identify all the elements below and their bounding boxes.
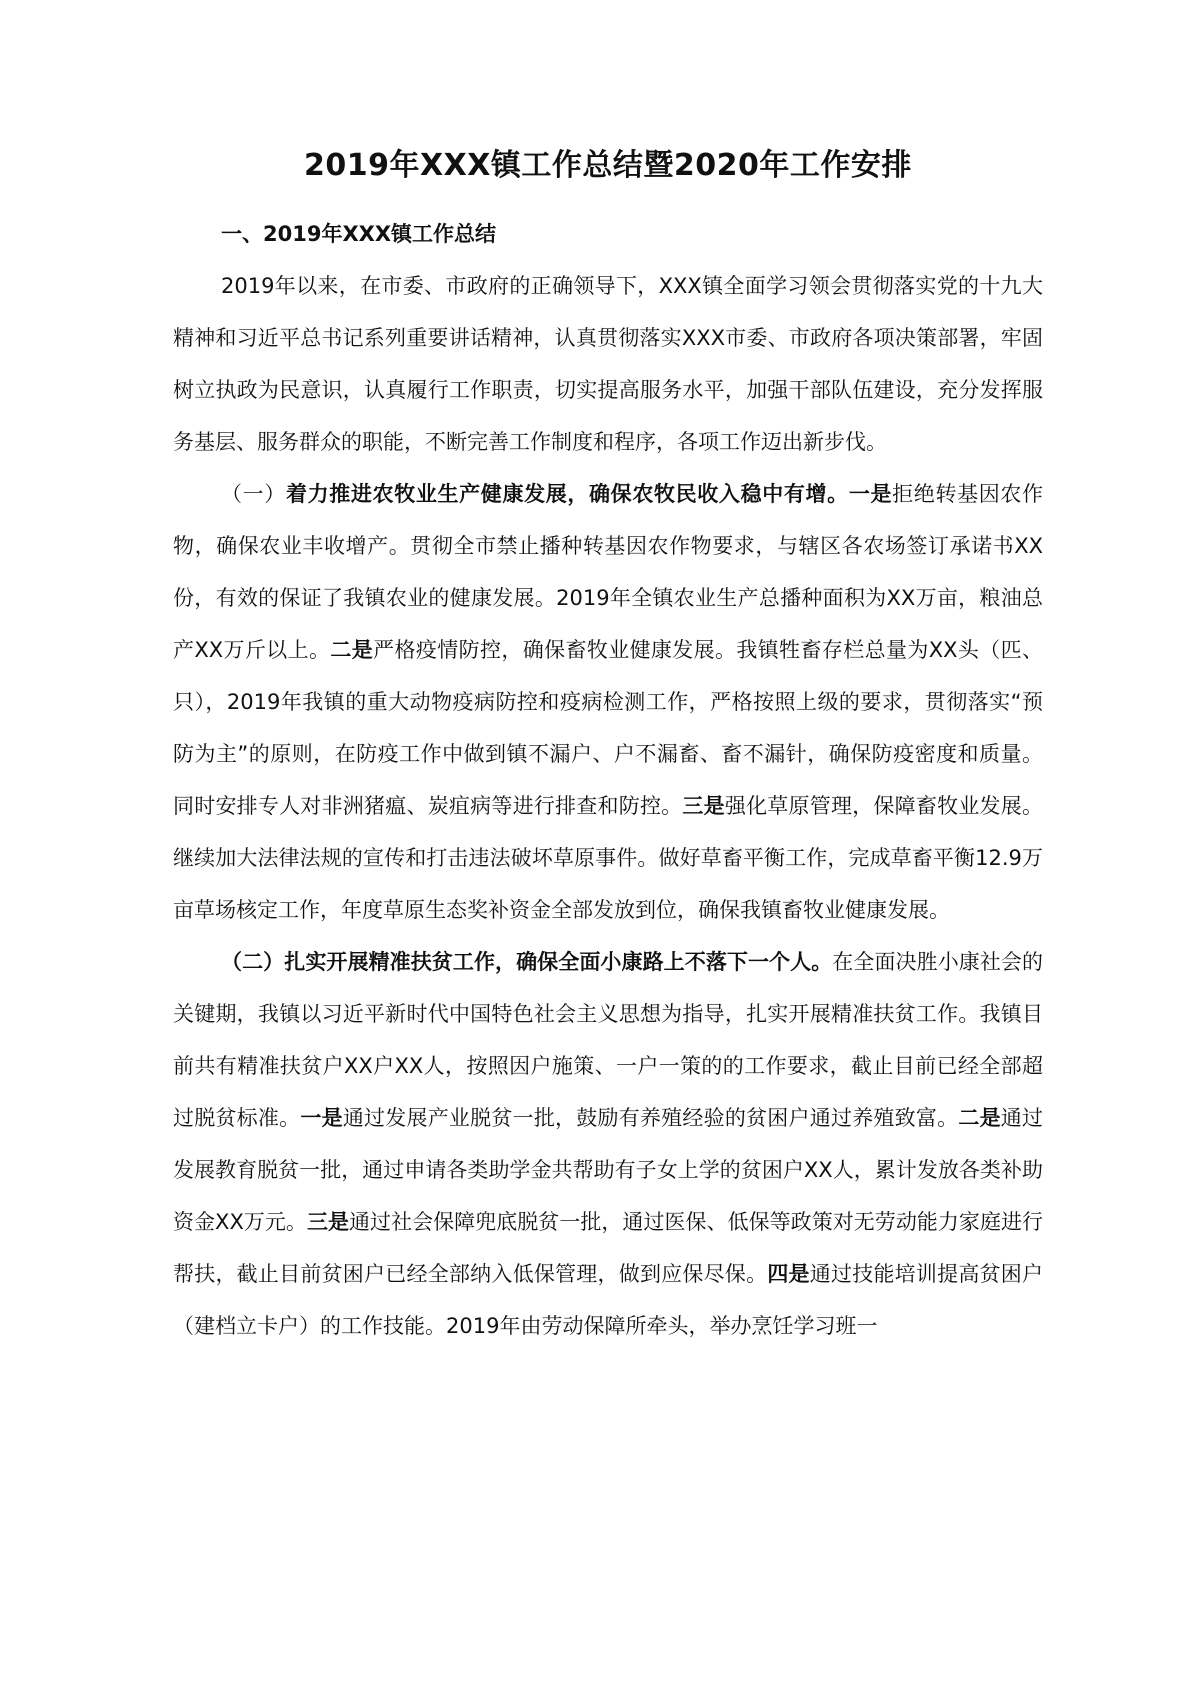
bold-text-run: 三是	[306, 1210, 350, 1234]
bold-text-run: 着力推进农牧业生产健康发展，确保农牧民收入稳中有增。	[285, 482, 849, 506]
bold-text-run: 一是	[848, 482, 893, 506]
body-paragraph	[173, 468, 1043, 936]
body-paragraph	[173, 260, 1043, 468]
text-run: 严格疫情防控，确保畜牧业健康发展。我镇牲畜存栏总量为XX头（匹、只），2019年我镇的重大动物疫病防控和疫病检测工作，严格按照上级的要求，贯彻落实“预防为主”的原则，在防疫工作中做到镇不漏户、户不漏畜、畜不漏针，确保防疫密度和质量。同时安排专人对非洲猪瘟、炭疽病等进行排查和防控。	[173, 638, 1044, 818]
bold-text-run: （二）扎实开展精准扶贫工作，确保全面小康路上不落下一个人。	[221, 950, 833, 974]
text-run: （一）	[221, 482, 286, 506]
text-run: 2019年以来，在市委、市政府的正确领导下，XXX镇全面学习领会贯彻落实党的十九大精神和习近平总书记系列重要讲话精神，认真贯彻落实XXX市委、市政府各项决策部署，牢固树立执政为民意识，认真履行工作职责，切实提高服务水平，加强干部队伍建设，充分发挥服务基层、服务群众的职能，不断完善工作制度和程序，各项工作迈出新步伐。	[173, 274, 1043, 454]
bold-text-run: 一是	[300, 1106, 343, 1130]
text-run: 通过发展教育脱贫一批，通过申请各类助学金共帮助有子女上学的贫困户XX人，累计发放各类补助资金XX万元。	[173, 1106, 1044, 1234]
body-paragraph	[173, 936, 1043, 1352]
bold-text-run: 三是	[682, 794, 725, 818]
document-title: 2019年XXX镇工作总结暨2020年工作安排	[304, 148, 912, 183]
document-page	[173, 140, 1043, 1352]
text-run: 拒绝转基因农作物，确保农业丰收增产。贯彻全市禁止播种转基因农作物要求，与辖区各农场签订承诺书XX份，有效的保证了我镇农业的健康发展。2019年全镇农业生产总播种面积为XX万亩，粮油总产XX万斤以上。	[173, 482, 1044, 662]
document-body	[173, 260, 1043, 1352]
text-run: 通过社会保障兜底脱贫一批，通过医保、低保等政策对无劳动能力家庭进行帮扶，截止目前贫困户已经全部纳入低保管理，做到应保尽保。	[173, 1210, 1044, 1286]
text-run: 强化草原管理，保障畜牧业发展。继续加大法律法规的宣传和打击违法破坏草原事件。做好草畜平衡工作，完成草畜平衡12.9万亩草场核定工作，年度草原生态奖补资金全部发放到位，确保我镇畜牧业健康发展。	[173, 794, 1044, 922]
bold-text-run: 四是	[767, 1262, 810, 1286]
bold-text-run: 二是	[330, 638, 374, 662]
text-run: 通过发展产业脱贫一批，鼓励有养殖经验的贫困户通过养殖致富。	[342, 1106, 959, 1130]
text-run: 通过技能培训提高贫困户（建档立卡户）的工作技能。2019年由劳动保障所牵头，举办烹饪学习班一	[173, 1262, 1044, 1338]
section-heading: 一、2019年XXX镇工作总结	[221, 222, 497, 246]
text-run: 在全面决胜小康社会的关键期，我镇以习近平新时代中国特色社会主义思想为指导，扎实开展精准扶贫工作。我镇目前共有精准扶贫户XX户XX人，按照因户施策、一户一策的的工作要求，截止目前已经全部超过脱贫标准。	[173, 950, 1044, 1130]
bold-text-run: 二是	[958, 1106, 1001, 1130]
